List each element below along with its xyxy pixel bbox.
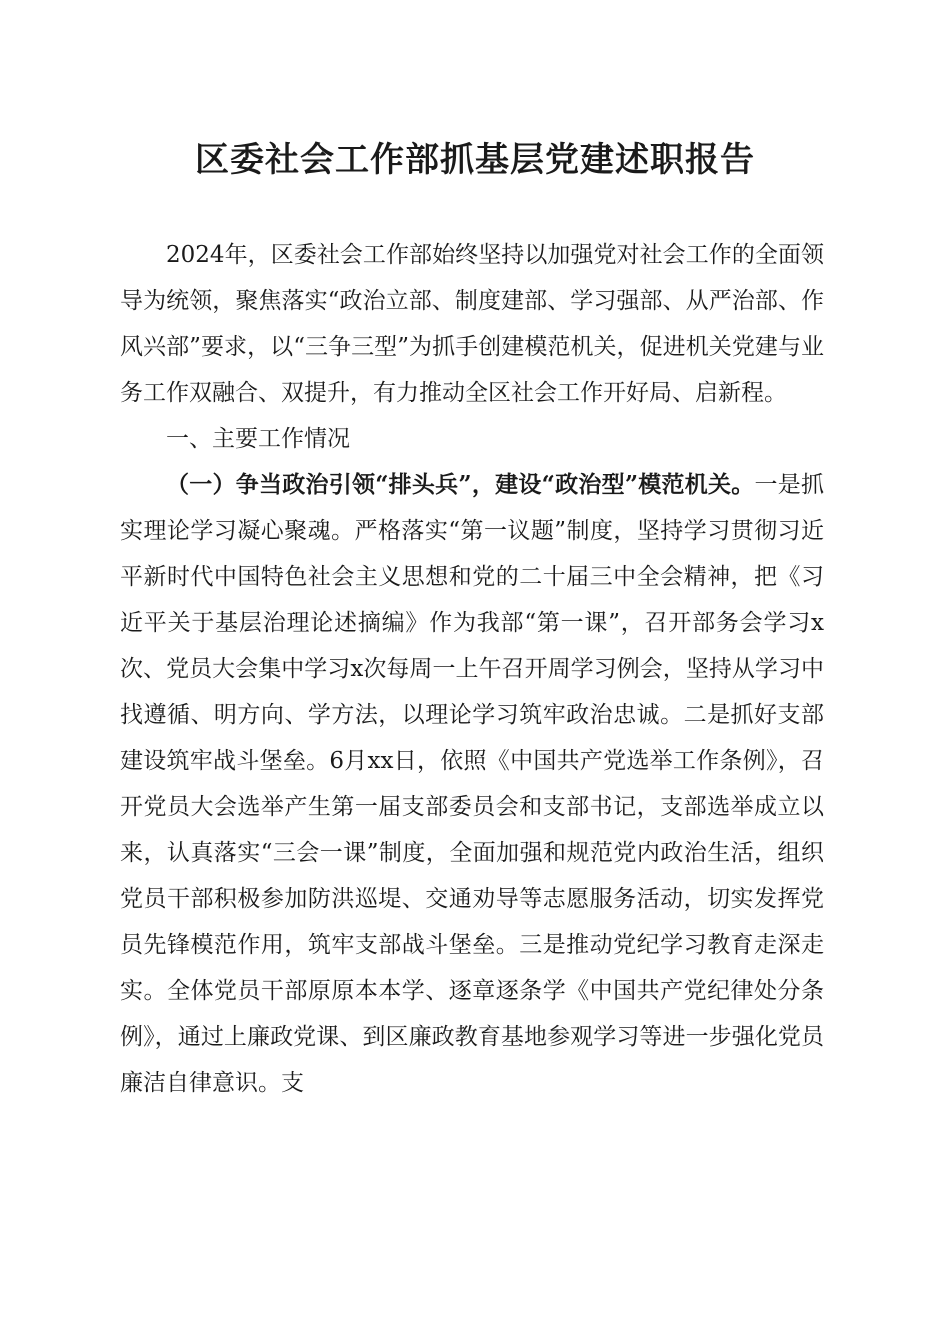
document-title: 区委社会工作部抓基层党建述职报告 bbox=[195, 140, 755, 180]
intro-paragraph: 2024年，区委社会工作部始终坚持以加强党对社会工作的全面领导为统领，聚焦落实“政治立部、制度建部、学习强部、从严治部、作风兴部”要求，以“三争三型”为抓手创建模范机关，促进机关党建与业务工作双融合、双提升，有力推动全区社会工作开好局、启新程。 bbox=[120, 242, 824, 406]
document-body bbox=[120, 232, 824, 1106]
section-heading-main-work: 一、主要工作情况 bbox=[166, 426, 350, 452]
subsection-paragraph bbox=[120, 462, 824, 1106]
subsection-body-text: 一是抓实理论学习凝心聚魂。严格落实“第一议题”制度，坚持学习贯彻习近平新时代中国特色社会主义思想和党的二十届三中全会精神，把《习近平关于基层治理论述摘编》作为我部“第一课”，召开部务会学习x次、党员大会集中学习x次每周一上午召开周学习例会，坚持从学习中找遵循、明方向、学方法，以理论学习筑牢政治忠诚。二是抓好支部建设筑牢战斗堡垒。6月xx日，依照《中国共产党选举工作条例》，召开党员大会选举产生第一届支部委员会和支部书记，支部选举成立以来，认真落实“三会一课”制度，全面加强和规范党内政治生活，组织党员干部积极参加防洪巡堤、交通劝导等志愿服务活动，切实发挥党员先锋模范作用，筑牢支部战斗堡垒。三是推动党纪学习教育走深走实。全体党员干部原原本本学、逐章逐条学《中国共产党纪律处分条例》，通过上廉政党课、到区廉政教育基地参观学习等进一步强化党员廉洁自律意识。支 bbox=[120, 472, 825, 1096]
subsection-heading-political: （一）争当政治引领“排头兵”，建设“政治型”模范机关。 bbox=[166, 471, 755, 498]
